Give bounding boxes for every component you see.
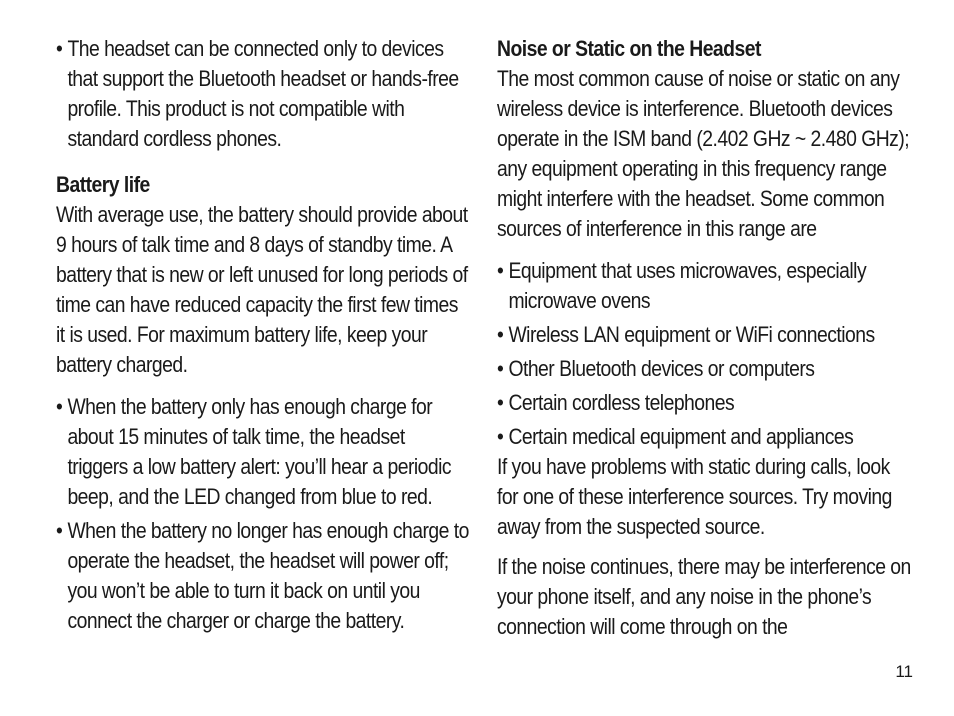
compatibility-bullet-list <box>56 34 470 154</box>
compatibility-bullet: • The headset can be connected only to devices that support the Bluetooth headset or hands-free profile. This product is not compatible with standard cordless phones. <box>56 34 470 154</box>
interference-source-item: • Certain cordless telephones <box>497 388 912 418</box>
static-advice-paragraph: If you have problems with static during calls, look for one of these interference sources. Try moving away from the suspected source. <box>497 454 892 539</box>
interference-source-list <box>497 256 912 452</box>
battery-life-heading: Battery life <box>56 172 150 197</box>
interference-source-item: • Certain medical equipment and appliances <box>497 422 912 452</box>
noise-continues-paragraph: If the noise continues, there may be interference on your phone itself, and any noise in the phone’s connection will come through on the <box>497 554 911 639</box>
page-number: 11 <box>895 662 913 681</box>
left-column <box>56 34 470 640</box>
interference-source-item: • Equipment that uses microwaves, especially microwave ovens <box>497 256 912 316</box>
battery-life-paragraph: With average use, the battery should provide about 9 hours of talk time and 8 days of standby time. A battery that is new or left unused for long periods of time can have reduced capacity the first few times it is used. For maximum battery life, keep your battery charged. <box>56 202 468 377</box>
interference-source-item: • Wireless LAN equipment or WiFi connections <box>497 320 912 350</box>
battery-bullet: • When the battery only has enough charge for about 15 minutes of talk time, the headset triggers a low battery alert: you’ll hear a periodic beep, and the LED changed from blue to red. <box>56 392 470 512</box>
battery-bullet: • When the battery no longer has enough charge to operate the headset, the headset will power off; you won’t be able to turn it back on until you connect the charger or charge the battery. <box>56 516 470 636</box>
noise-paragraph: The most common cause of noise or static on any wireless device is interference. Bluetooth devices operate in the ISM band (2.402 GHz ~ 2.480 GHz); any equipment operating in this frequency range might interfere with the headset. Some common sources of interference in this range are <box>497 66 910 241</box>
right-column <box>497 34 912 642</box>
interference-source-item: • Other Bluetooth devices or computers <box>497 354 912 384</box>
noise-heading: Noise or Static on the Headset <box>497 36 761 61</box>
battery-bullet-list <box>56 392 470 636</box>
